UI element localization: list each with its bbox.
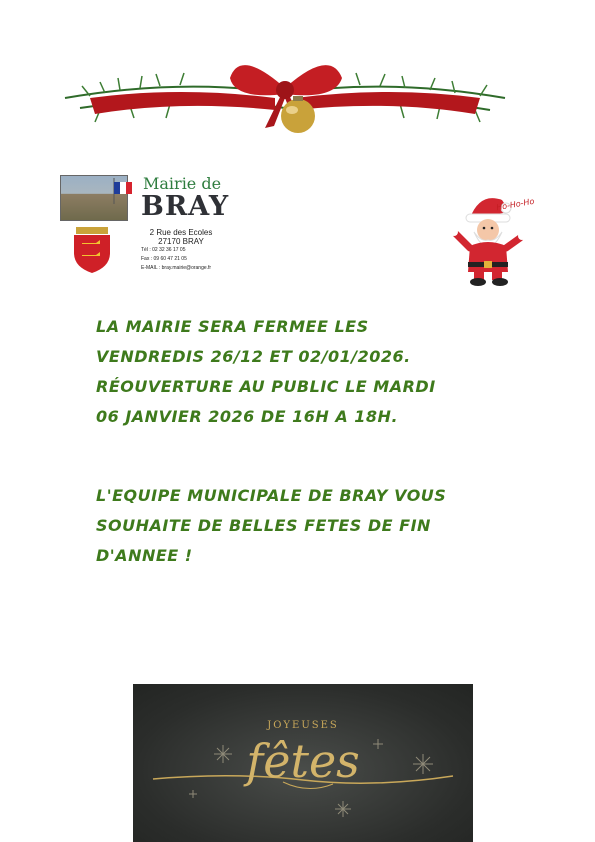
- address-line-2: 27170 BRAY: [158, 237, 204, 246]
- normandy-crest-icon: [72, 227, 112, 273]
- holiday-greeting: [96, 481, 536, 571]
- notice-line-2: VENDREDIS 26/12 ET 02/01/2026.: [96, 347, 411, 366]
- notice-line-1: LA MAIRIE SERA FERMEE LES: [96, 317, 369, 336]
- card-small-text: JOYEUSES: [267, 720, 339, 731]
- mairie-title: Mairie de: [143, 174, 222, 193]
- email-address: E-MAIL : bray.mairie@orange.fr: [141, 265, 212, 271]
- closure-notice: [96, 312, 536, 432]
- greeting-line-3: D'ANNEE !: [96, 546, 193, 565]
- fax-number: Fax : 09 60 47 21 05: [141, 256, 187, 262]
- address-line-1: 2 Rue des Ecoles: [149, 228, 213, 237]
- notice-line-4: 06 JANVIER 2026 DE 16H A 18H.: [96, 407, 399, 426]
- christmas-garland-icon: [60, 38, 510, 140]
- card-big-text: fêtes: [246, 734, 360, 788]
- contact-block: [141, 228, 251, 273]
- joyeuses-fetes-card: [133, 684, 473, 842]
- french-flag-icon: [112, 178, 134, 204]
- mairie-name: BRAY: [141, 191, 230, 222]
- greeting-line-1: L'EQUIPE MUNICIPALE DE BRAY VOUS: [96, 486, 447, 505]
- santa-speech-text: Ho-Ho-Ho: [495, 196, 536, 213]
- phone-number: Tél : 02 32 36 17 05: [141, 247, 186, 253]
- notice-line-3: RÉOUVERTURE AU PUBLIC LE MARDI: [96, 377, 436, 396]
- greeting-line-2: SOUHAITE DE BELLES FETES DE FIN: [96, 516, 431, 535]
